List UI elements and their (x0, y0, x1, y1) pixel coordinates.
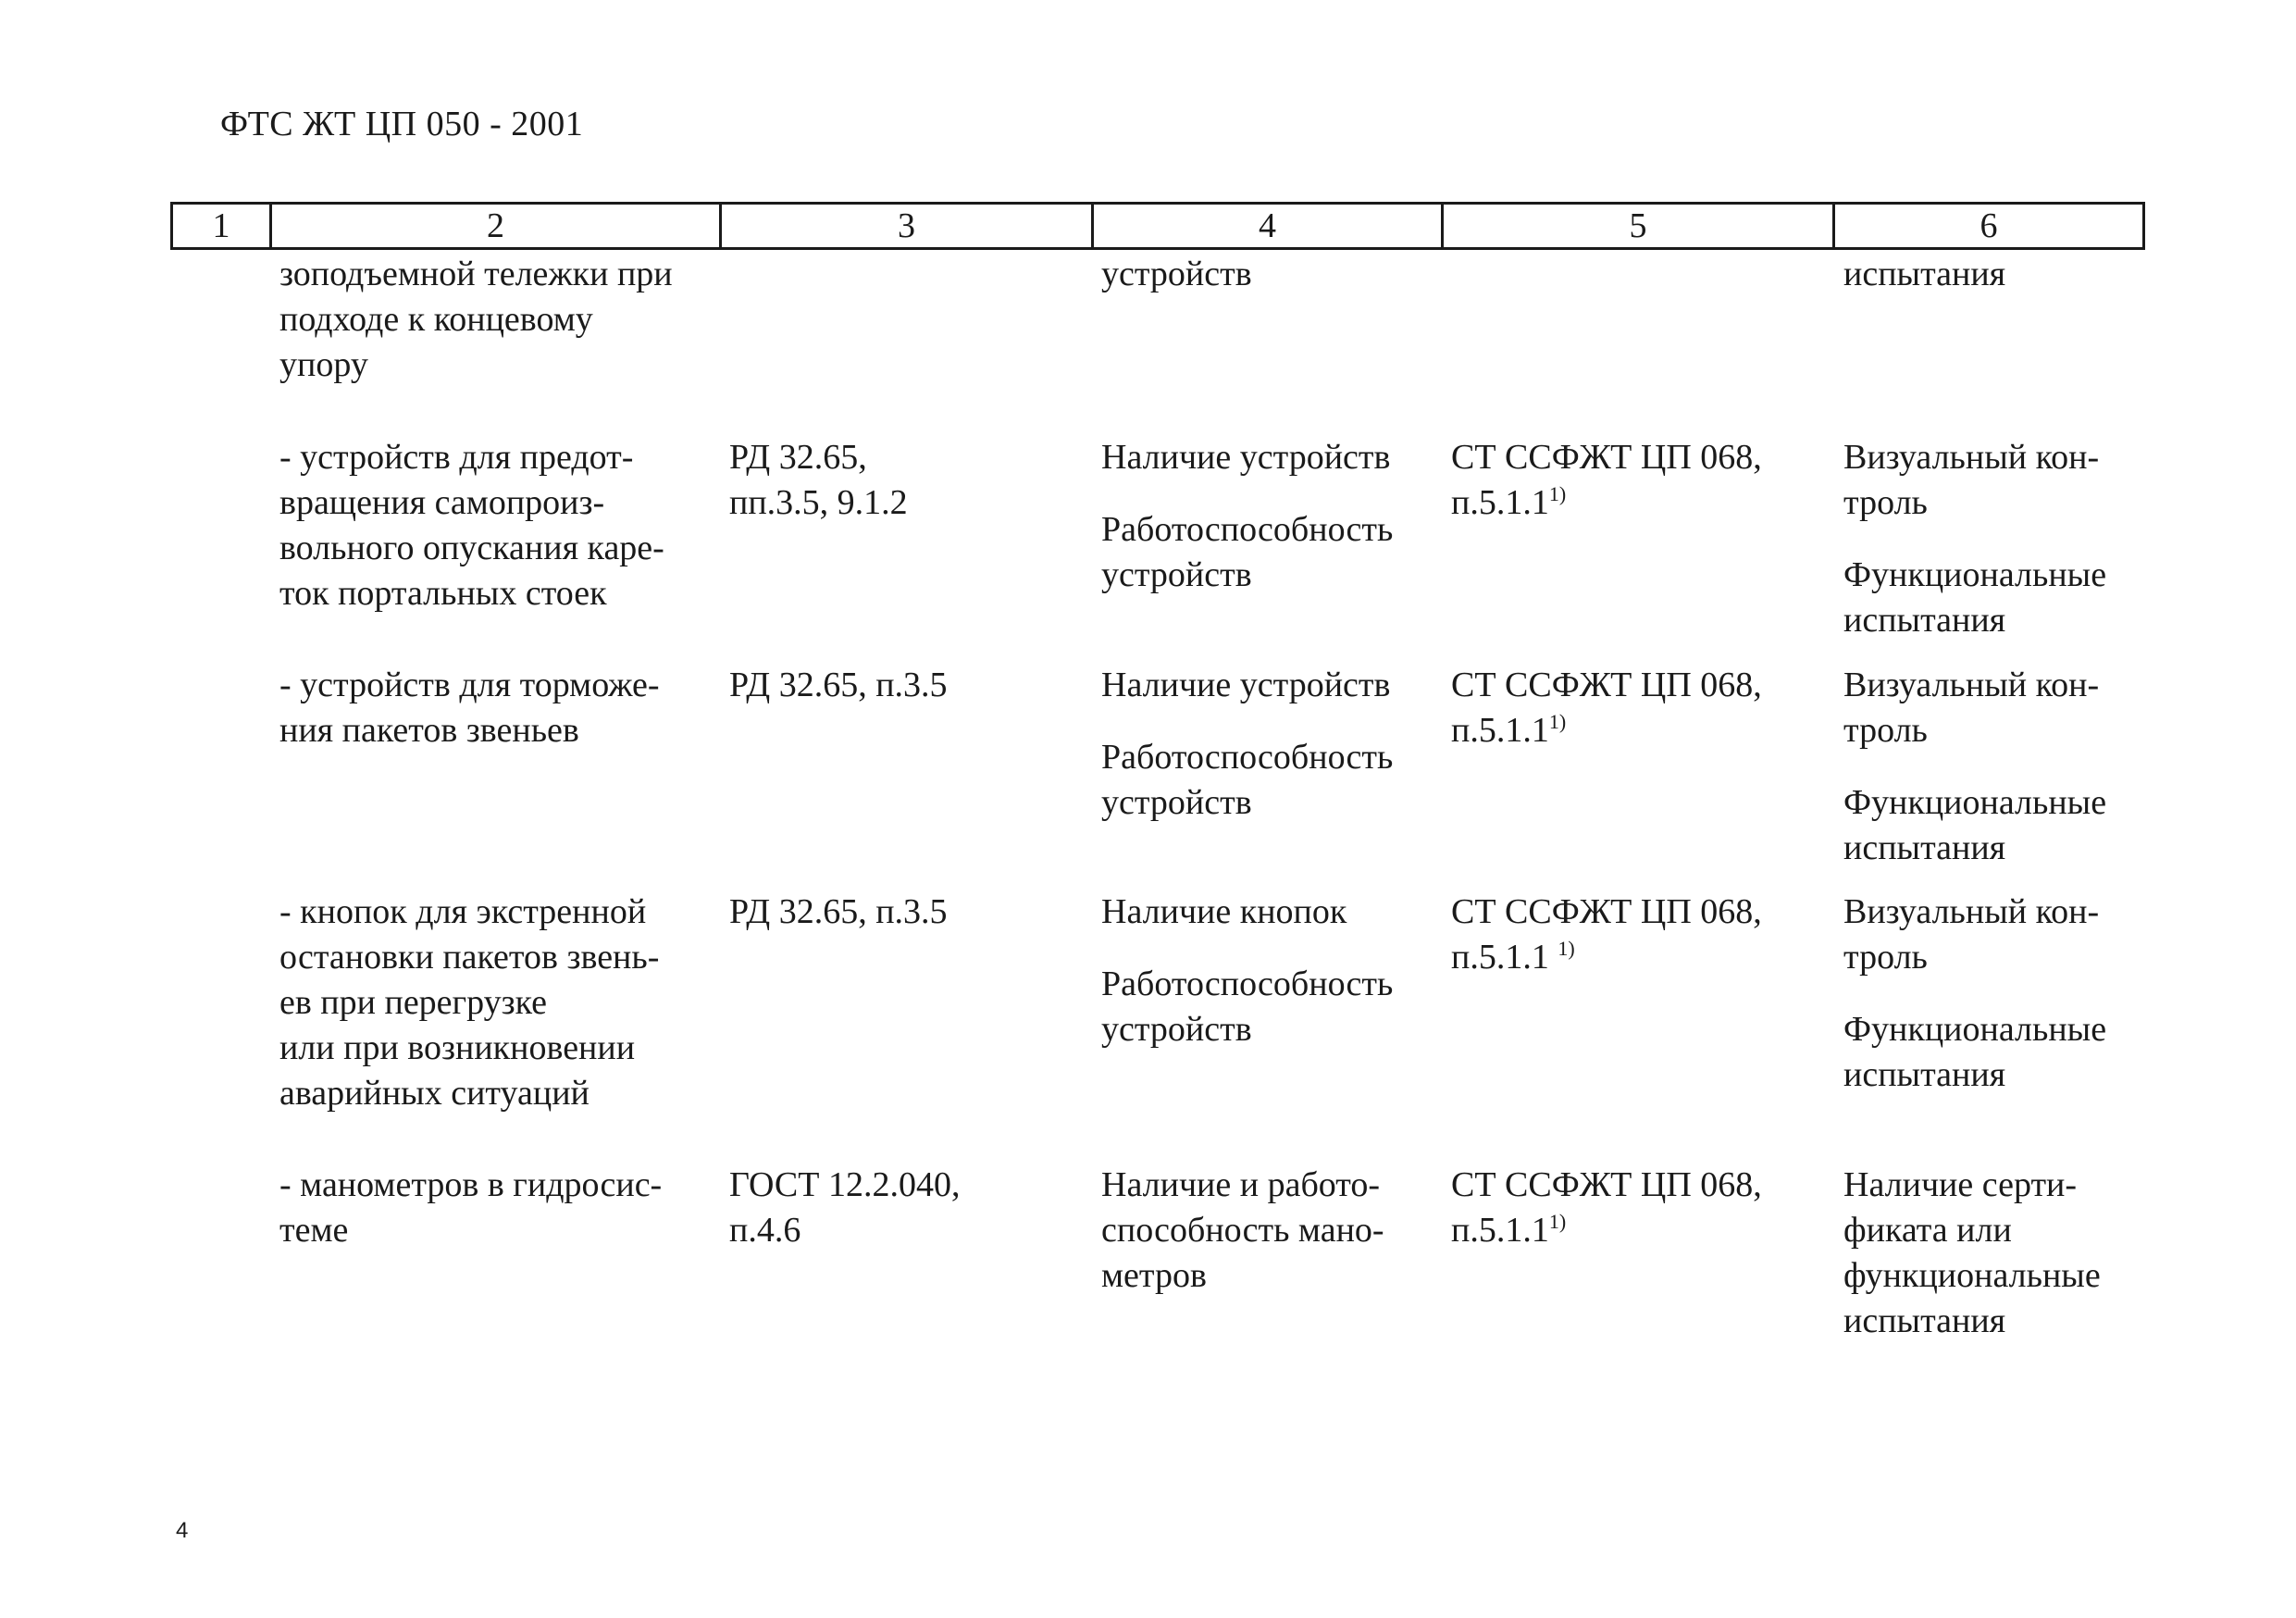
normative-line: РД 32.65, (729, 438, 867, 477)
table-cell-parameter (1101, 252, 1252, 297)
method-doc-line: п.5.1.1$^{1)}$ (1451, 710, 1567, 750)
control-line: Наличие серти- (1843, 1165, 2078, 1204)
table-cell-method-doc (1451, 1163, 1762, 1253)
parameter-line: метров (1101, 1256, 1207, 1295)
method-doc-line: СТ ССФЖТ ЦП 068, (1451, 666, 1762, 704)
group-spacer (1843, 753, 2106, 780)
table-cell-normative (729, 1163, 961, 1253)
table-cell-method-doc (1451, 890, 1762, 980)
control-line: троль (1843, 711, 1928, 750)
item-line: - манометров в гидросис- (279, 1165, 663, 1204)
table-cell-item (279, 1163, 662, 1253)
group-spacer (1101, 480, 1393, 507)
parameter-line: Наличие устройств (1101, 666, 1391, 704)
footnote-marker: 1) (1548, 710, 1567, 733)
group-spacer (1843, 526, 2106, 553)
item-line: упору (279, 345, 368, 384)
table-cell-control (1843, 435, 2106, 643)
normative-line: пп.3.5, 9.1.2 (729, 483, 908, 522)
table-cell-item (279, 435, 664, 616)
control-line: троль (1843, 938, 1928, 977)
table-cell-parameter (1101, 435, 1393, 598)
table-cell-item (279, 252, 673, 388)
control-line: троль (1843, 483, 1928, 522)
item-line: ев при перегрузке (279, 983, 548, 1022)
document-header: ФТС ЖТ ЦП 050 - 2001 (220, 105, 584, 143)
item-line: аварийных ситуаций (279, 1074, 590, 1113)
method-doc-line: п.5.1.1$^{1)}$ (1451, 482, 1567, 522)
item-line: вращения самопроиз- (279, 483, 605, 522)
group-spacer (1101, 935, 1393, 962)
control-line: Визуальный кон- (1843, 892, 2100, 931)
table-cell-control (1843, 1163, 2101, 1344)
parameter-line: устройств (1101, 1010, 1252, 1049)
table-cell-method-doc (1451, 435, 1762, 526)
item-line: теме (279, 1211, 349, 1250)
control-line: Функциональные (1843, 783, 2107, 822)
item-line: ток портальных стоек (279, 574, 607, 613)
parameter-line: Наличие устройств (1101, 438, 1391, 477)
table-cell-control (1843, 663, 2106, 871)
control-line: испытания (1843, 1301, 2006, 1340)
column-header-5: 5 (1441, 205, 1832, 247)
column-header-2: 2 (269, 205, 719, 247)
normative-line: ГОСТ 12.2.040, (729, 1165, 961, 1204)
parameter-line: способность мано- (1101, 1211, 1384, 1250)
footnote-marker: 1) (1548, 1210, 1567, 1233)
item-line: или при возникновении (279, 1028, 636, 1067)
item-line: зоподъемной тележки при (279, 255, 673, 293)
table-cell-item (279, 890, 659, 1116)
method-doc-line: п.5.1.1$^{1)}$ (1451, 1210, 1567, 1250)
group-spacer (1843, 980, 2106, 1007)
footnote-marker: 1) (1548, 482, 1567, 505)
table-cell-parameter (1101, 1163, 1384, 1299)
method-doc-line: СТ ССФЖТ ЦП 068, (1451, 892, 1762, 931)
normative-line: РД 32.65, п.3.5 (729, 892, 948, 931)
page-number: 4 (176, 1518, 189, 1543)
control-line: испытания (1843, 828, 2006, 867)
control-line: испытания (1843, 601, 2006, 640)
item-line: остановки пакетов звень- (279, 938, 660, 977)
column-header-1: 1 (212, 206, 230, 245)
control-line: Функциональные (1843, 555, 2107, 594)
control-line: фиката или (1843, 1211, 2012, 1250)
item-line: - устройств для предот- (279, 438, 634, 477)
parameter-line: устройств (1101, 255, 1252, 293)
parameter-line: устройств (1101, 783, 1252, 822)
table-cell-normative (729, 663, 948, 708)
control-line: Визуальный кон- (1843, 438, 2100, 477)
table-cell-parameter (1101, 890, 1393, 1052)
table-cell-control (1843, 252, 2005, 297)
control-line: испытания (1843, 1055, 2006, 1094)
table-cell-parameter (1101, 663, 1393, 826)
parameter-line: Работоспособность (1101, 510, 1394, 549)
item-line: - кнопок для экстренной (279, 892, 647, 931)
control-line: Функциональные (1843, 1010, 2107, 1049)
parameter-line: Работоспособность (1101, 738, 1394, 777)
item-line: - устройств для торможе- (279, 666, 660, 704)
normative-line: п.4.6 (729, 1211, 801, 1250)
item-line: ния пакетов звеньев (279, 711, 579, 750)
column-header-6: 6 (1832, 205, 2142, 247)
method-doc-line: СТ ССФЖТ ЦП 068, (1451, 438, 1762, 477)
column-header-4: 4 (1091, 205, 1441, 247)
footnote-marker: 1) (1558, 937, 1575, 960)
table-cell-method-doc (1451, 663, 1762, 753)
table-cell-control (1843, 890, 2106, 1098)
control-line: Визуальный кон- (1843, 666, 2100, 704)
control-line: функциональные (1843, 1256, 2101, 1295)
item-line: вольного опускания каре- (279, 529, 664, 567)
table-cell-normative (729, 435, 908, 526)
method-doc-line: п.5.1.1 $^{1)}$ (1451, 937, 1575, 977)
column-header-3: 3 (719, 205, 1091, 247)
parameter-line: Наличие и работо- (1101, 1165, 1381, 1204)
parameter-line: Наличие кнопок (1101, 892, 1347, 931)
method-doc-line: СТ ССФЖТ ЦП 068, (1451, 1165, 1762, 1204)
group-spacer (1101, 708, 1393, 735)
table-cell-item (279, 663, 660, 753)
parameter-line: устройств (1101, 555, 1252, 594)
control-line: испытания (1843, 255, 2006, 293)
parameter-line: Работоспособность (1101, 965, 1394, 1003)
table-cell-normative (729, 890, 948, 935)
normative-line: РД 32.65, п.3.5 (729, 666, 948, 704)
item-line: подходе к концевому (279, 300, 593, 339)
